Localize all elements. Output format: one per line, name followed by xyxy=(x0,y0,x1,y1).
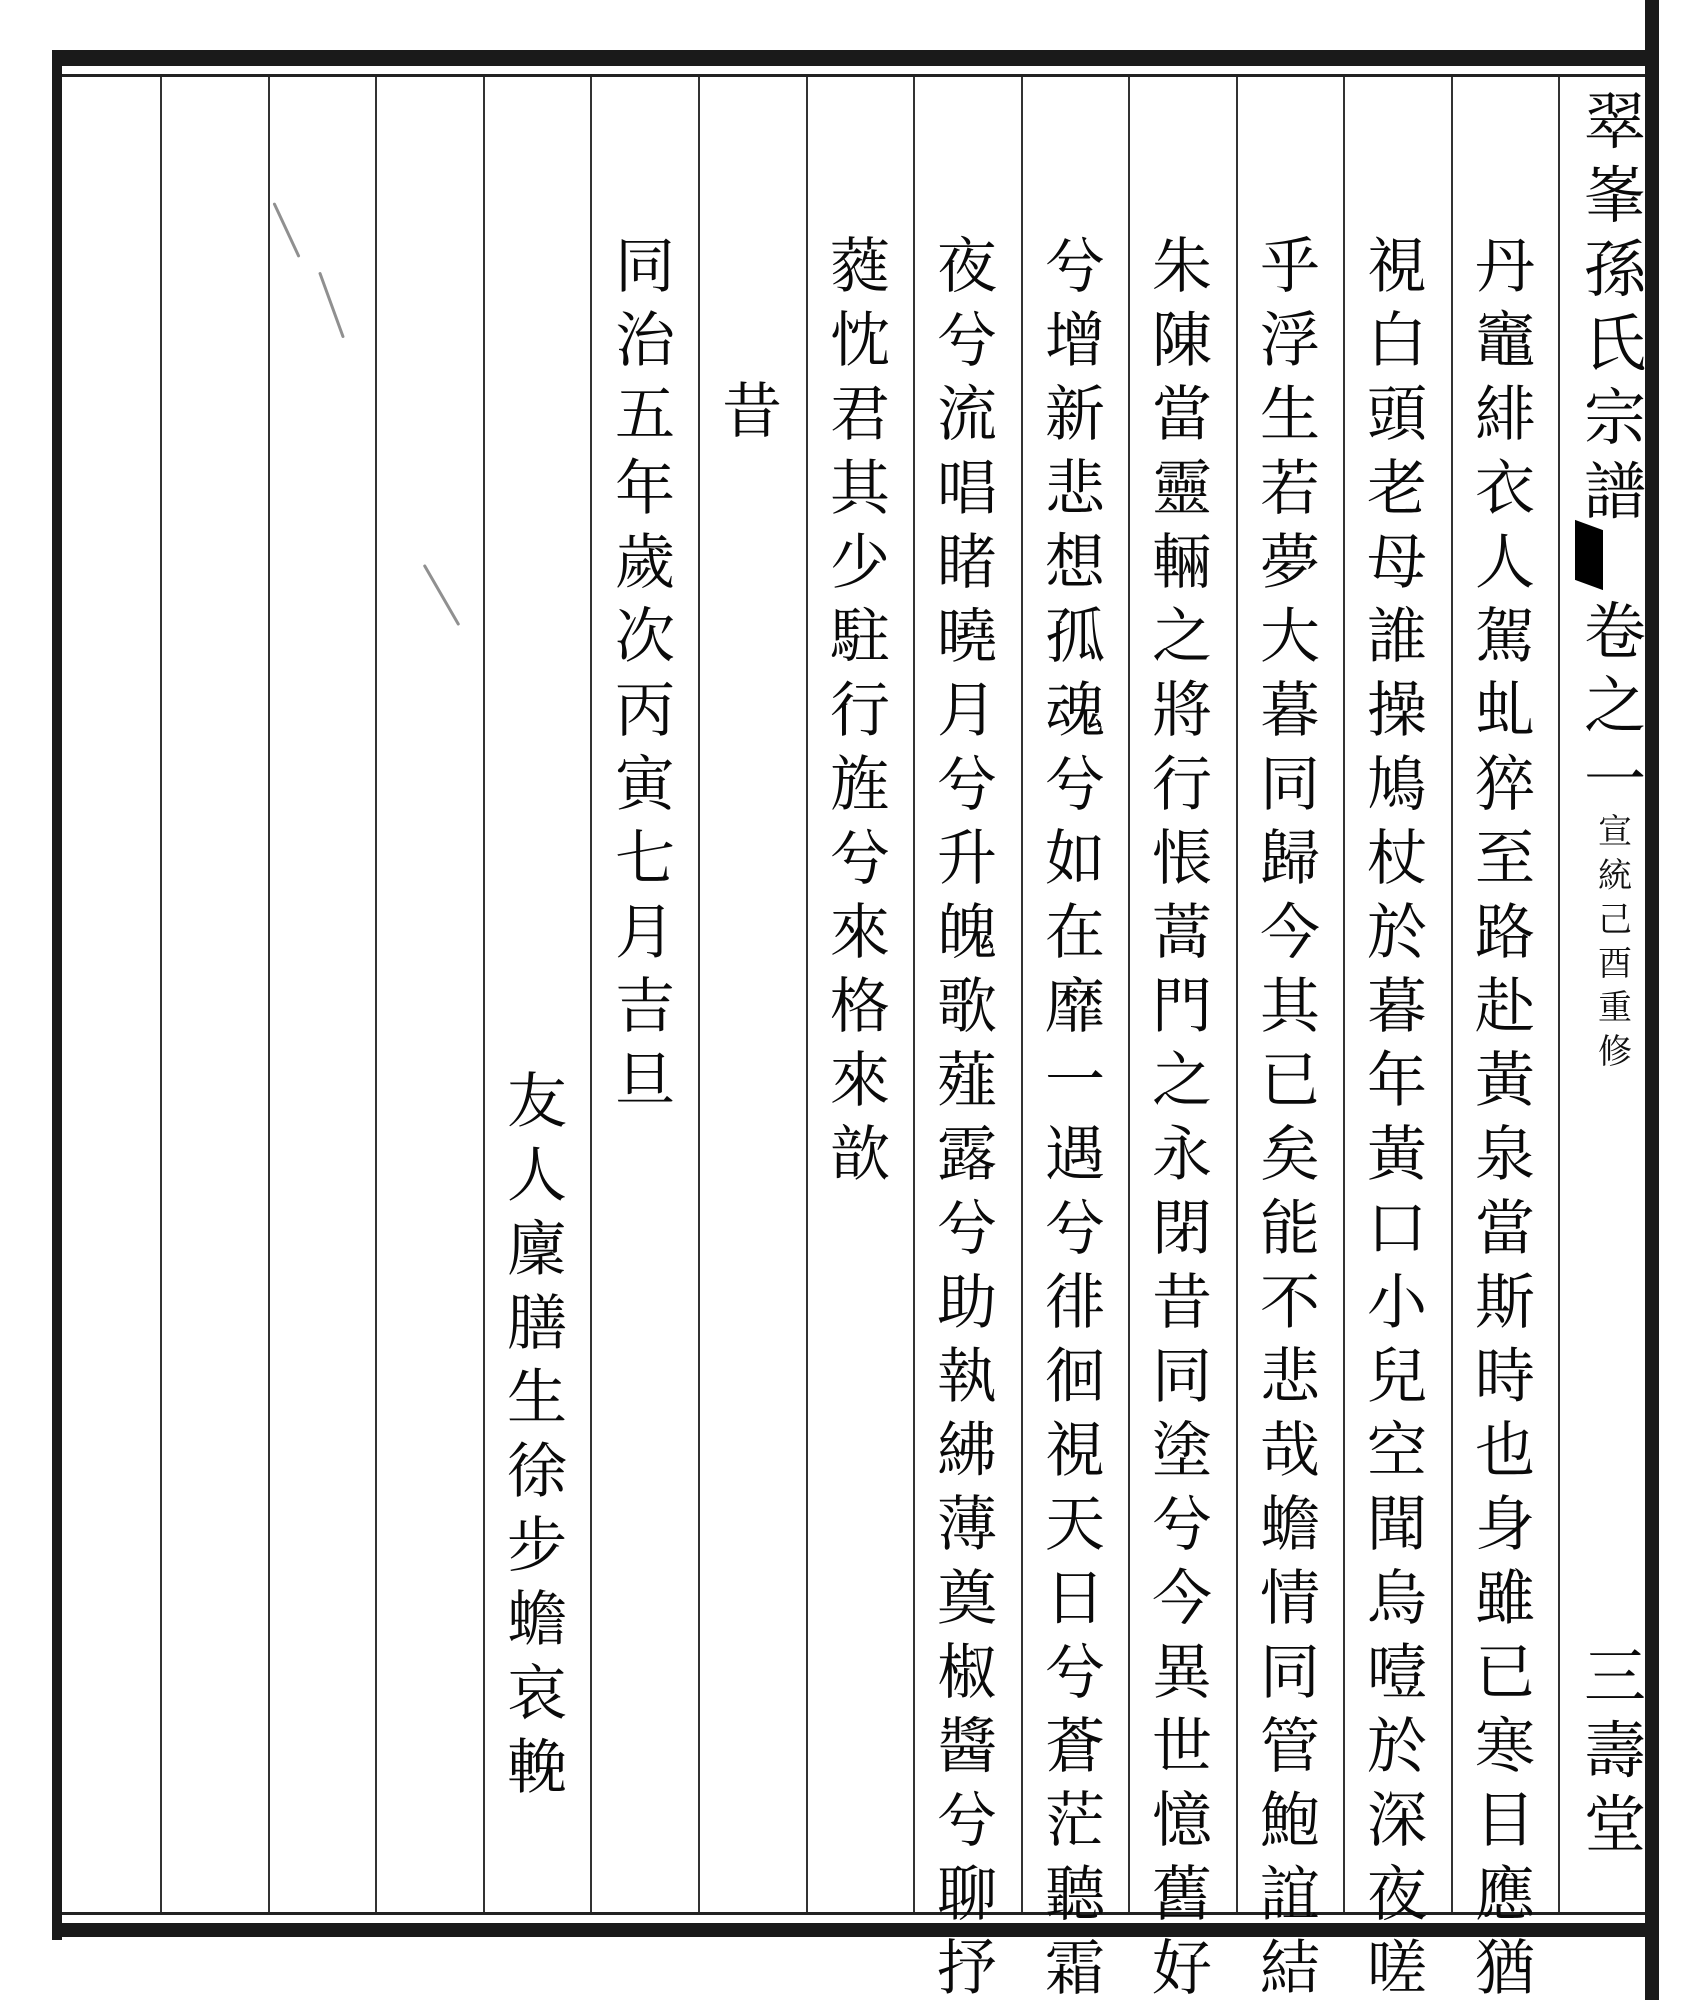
column-rule xyxy=(698,77,700,1912)
text-column-5: 兮 增 新 悲 想 孤 魂 兮 如 在 靡 一 遇 兮 徘 徊 視 天 日 兮 蒼 茫 聽 霜 xyxy=(1045,232,1105,2004)
scan-mark xyxy=(272,202,300,258)
book-title: 翠 峯 孫 氏 宗 譜 xyxy=(1584,85,1647,528)
column-rule xyxy=(913,77,915,1912)
date-column: 同 治 五 年 歲 次 丙 寅 七 月 吉 旦 xyxy=(615,232,675,1116)
column-rule xyxy=(1343,77,1345,1912)
scan-mark xyxy=(318,272,345,339)
fishtail-mark xyxy=(1575,520,1603,590)
scan-mark xyxy=(423,564,461,626)
column-rule xyxy=(375,77,377,1912)
hall-name: 三 壽 堂 xyxy=(1584,1640,1647,1861)
text-column-8: 昔 xyxy=(722,377,782,447)
text-column-6: 夜 兮 流 唱 睹 曉 月 兮 升 魄 歌 薤 露 兮 助 執 紼 薄 奠 椒 醬 兮 聊 抒 xyxy=(937,232,997,2004)
page-edge xyxy=(1663,0,1695,2000)
column-rule xyxy=(1236,77,1238,1912)
frame-right-border xyxy=(1645,0,1659,2000)
text-column-7: 蕤 忱 君 其 少 駐 行 旌 兮 來 格 來 歆 xyxy=(830,232,890,1190)
column-rule xyxy=(268,77,270,1912)
text-column-1: 丹 竈 緋 衣 人 駕 虬 猝 至 路 赴 黃 泉 當 斯 時 也 身 雖 已 寒 目 應 猶 xyxy=(1475,232,1535,2004)
column-rule xyxy=(483,77,485,1912)
column-rule xyxy=(1128,77,1130,1912)
text-column-2: 視 白 頭 老 母 誰 操 鳩 杖 於 暮 年 黃 口 小 兒 空 聞 烏 噎 於 深 夜 嗟 xyxy=(1367,232,1427,2004)
column-rule xyxy=(160,77,162,1912)
column-rule xyxy=(806,77,808,1912)
column-rule xyxy=(590,77,592,1912)
author-column: 友 人 廩 膳 生 徐 步 蟾 哀 輓 xyxy=(507,1067,567,1803)
frame-top-inner-border xyxy=(60,74,1650,77)
frame-left-border xyxy=(52,50,62,1940)
column-rule xyxy=(1021,77,1023,1912)
text-column-4: 朱 陳 當 靈 輛 之 將 行 悵 蒿 門 之 永 閉 昔 同 塗 兮 今 異 世 憶 舊 好 xyxy=(1152,232,1212,2004)
edition-note: 宣 統 己 酉 重 修 xyxy=(1598,812,1632,1072)
column-rule xyxy=(1451,77,1453,1912)
volume-label: 卷 之 一 xyxy=(1584,595,1647,816)
frame-top-border xyxy=(55,50,1655,66)
column-rule xyxy=(1558,77,1560,1912)
text-column-3: 乎 浮 生 若 夢 大 暮 同 歸 今 其 已 矣 能 不 悲 哉 蟾 情 同 管 鮑 誼 結 xyxy=(1260,232,1320,2004)
